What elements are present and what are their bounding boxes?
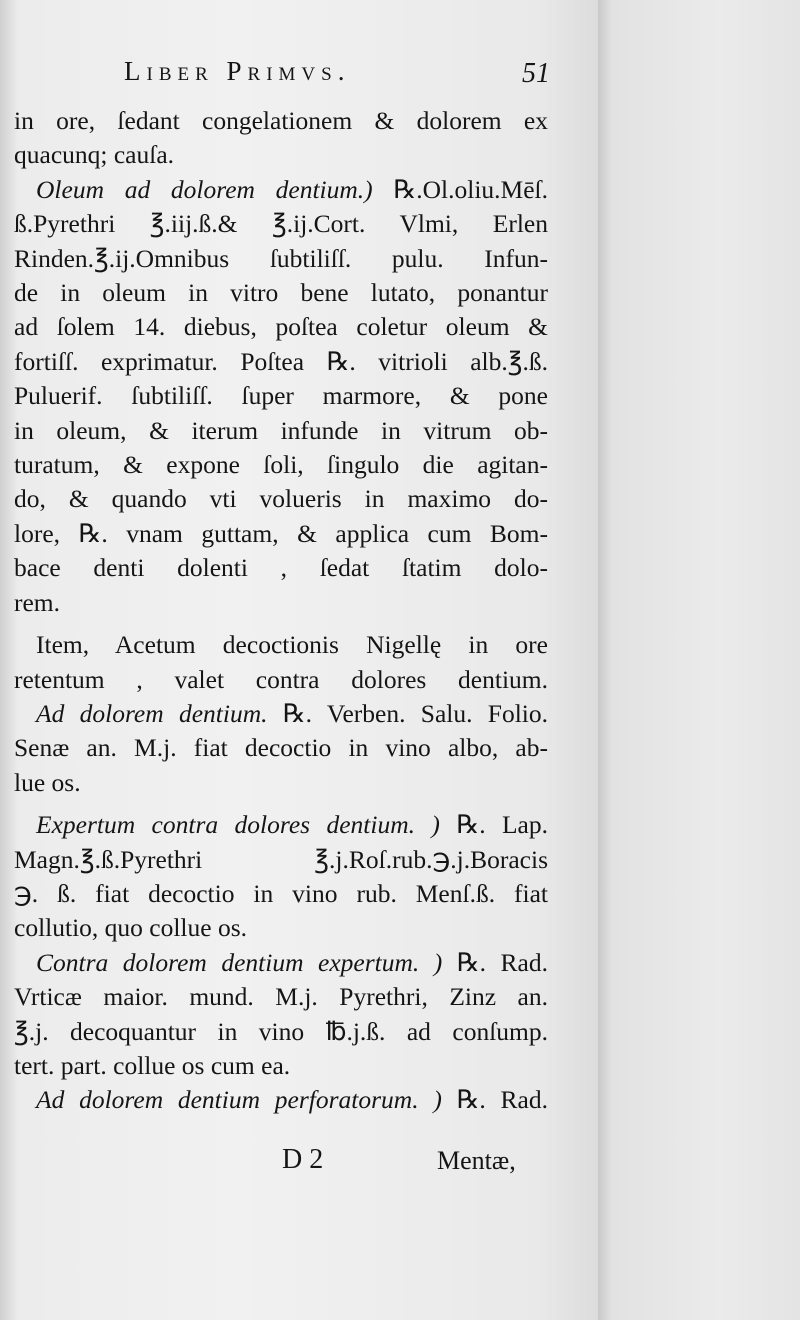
text-line — [14, 482, 548, 516]
line-text: bace denti dolenti , ſedat ſtatim dolo- — [14, 553, 548, 583]
text-line — [14, 628, 548, 662]
line-text: tert. part. collue os cum ea. — [14, 1050, 291, 1080]
text-line — [14, 310, 548, 344]
line-text: Magn.℥.ß.Pyrethri ℥.j.Roſ.rub.℈.j.Boracis — [14, 844, 548, 874]
line-text: ß.Pyrethri ℥.iij.ß.& ℥.ij.Cort. Vlmi, Erlen — [14, 209, 548, 239]
recipe-heading-line — [14, 173, 548, 207]
text-line — [14, 345, 548, 379]
text-line — [14, 731, 548, 765]
recipe-heading-line — [14, 697, 548, 731]
page-number: 51 — [522, 58, 550, 89]
text-line — [14, 1049, 548, 1083]
line-text: ℞. Rad. — [456, 947, 548, 977]
line-text: ℥.j. decoquantur in vino ℔.j.ß. ad conſump. — [14, 1016, 548, 1046]
line-text: ℞. Verben. Salu. Folio. — [282, 698, 548, 728]
signature-mark: D 2 — [282, 1144, 324, 1175]
text-line — [14, 448, 548, 482]
text-line — [14, 1015, 548, 1049]
page-margin — [598, 0, 800, 1320]
recipe-heading-line — [14, 946, 548, 980]
text-line — [14, 414, 548, 448]
recipe-title: Contra dolorem dentium expertum. ) — [36, 947, 443, 977]
line-text: ℞. Lap. — [456, 810, 548, 840]
line-text: turatum, & expone ſoli, ſingulo die agitan- — [14, 450, 548, 480]
text-line — [14, 766, 548, 800]
text-line — [14, 586, 548, 620]
recipe-title: Ad dolorem dentium perforatorum. ) — [36, 1085, 442, 1115]
line-text: fortiſſ. exprimatur. Poſtea ℞. vitrioli alb.℥.ß. — [14, 346, 548, 376]
line-text: lore, ℞. vnam guttam, & applica cum Bom- — [14, 518, 548, 548]
text-line — [14, 911, 548, 945]
line-text: quacunq; cauſa. — [14, 140, 175, 170]
line-text: Vrticæ maior. mund. M.j. Pyrethri, Zinz an. — [14, 982, 548, 1012]
text-line — [14, 663, 548, 697]
catchword: Mentæ, — [437, 1146, 516, 1175]
line-text: ℞.Ol.oliu.Mēſ. — [393, 174, 548, 204]
line-text: ad ſolem 14. diebus, poſtea coletur oleum & — [14, 312, 548, 342]
line-text: Item, Acetum decoctionis Nigellę in ore — [36, 630, 548, 660]
line-text: in ore, ſedant congelationem & dolorem ex — [14, 106, 548, 135]
line-text: Puluerif. ſubtiliſſ. ſuper marmore, & pone — [14, 381, 548, 411]
text-line — [14, 276, 548, 310]
line-text: rem. — [14, 587, 61, 617]
text-line — [14, 138, 548, 172]
line-text: Senæ an. M.j. fiat decoctio in vino albo, ab- — [14, 733, 548, 763]
text-line — [14, 551, 548, 585]
line-text: do, & quando vti volueris in maximo do- — [14, 484, 548, 514]
line-text: ℞. Rad. — [456, 1085, 548, 1115]
text-line — [14, 517, 548, 551]
recipe-heading-line — [14, 1083, 548, 1117]
text-line — [14, 843, 548, 877]
text-line — [14, 242, 548, 276]
recipe-title: Oleum ad dolorem dentium.) — [36, 174, 373, 204]
line-text: Rinden.℥.ij.Omnibus ſubtiliſſ. pulu. Infun- — [14, 243, 548, 273]
body-text — [14, 104, 548, 1118]
text-line — [14, 877, 548, 911]
text-line — [14, 104, 548, 138]
running-head: Liber Primvs. — [124, 56, 351, 86]
recipe-title: Expertum contra dolores dentium. ) — [36, 810, 440, 840]
line-text: in oleum, & iterum infunde in vitrum ob- — [14, 415, 548, 445]
line-text: retentum , valet contra dolores dentium. — [14, 664, 548, 694]
text-line — [14, 980, 548, 1014]
line-text: de in oleum in vitro bene lutato, ponantur — [14, 278, 548, 308]
recipe-heading-line — [14, 808, 548, 842]
line-text: lue os. — [14, 767, 81, 797]
line-text: ℈. ß. fiat decoctio in vino rub. Menſ.ß. fiat — [14, 878, 548, 908]
text-line — [14, 379, 548, 413]
line-text: collutio, quo collue os. — [14, 913, 248, 943]
recipe-title: Ad dolorem dentium. — [36, 698, 268, 728]
text-line — [14, 207, 548, 241]
